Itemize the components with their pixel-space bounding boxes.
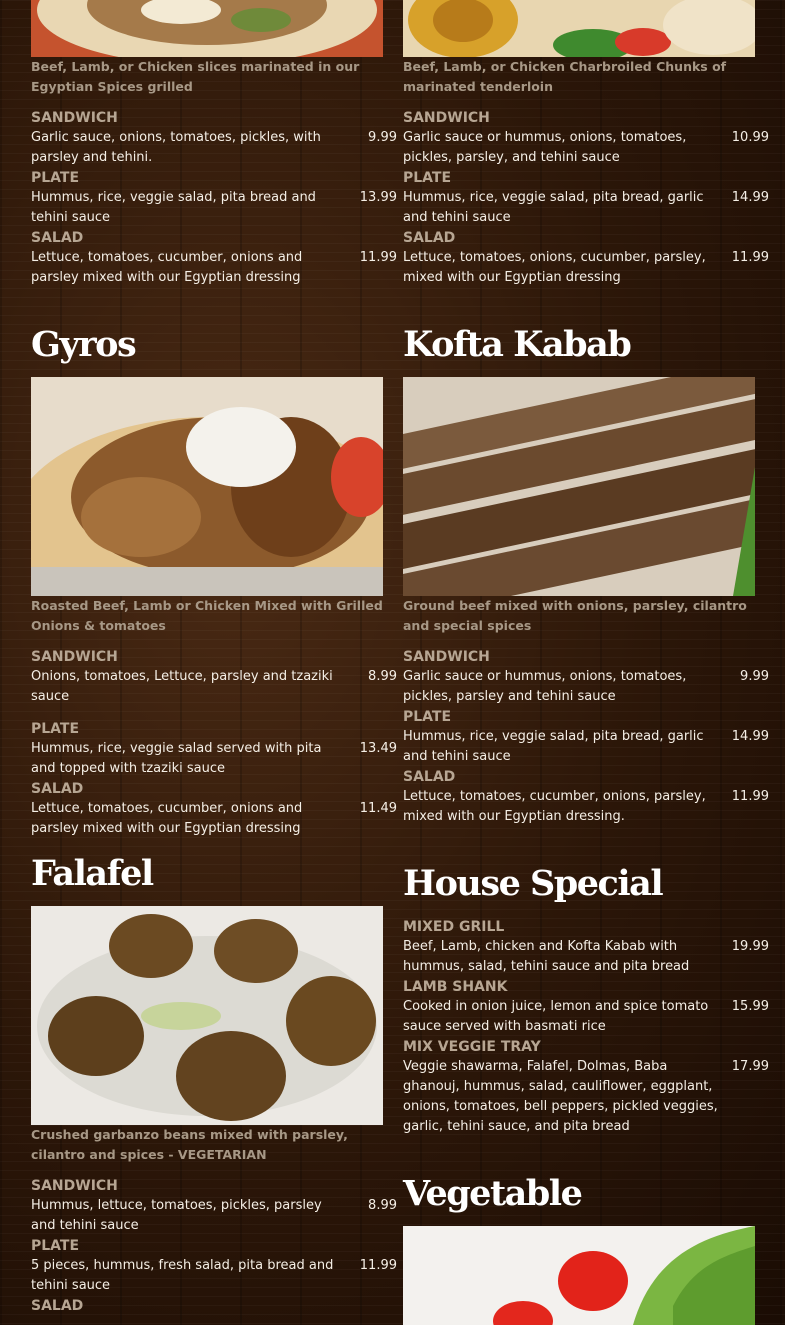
item-name: SALAD — [31, 230, 84, 246]
shawarma-section — [31, 0, 383, 97]
item-name: SALAD — [31, 1298, 84, 1314]
menu-item — [31, 1176, 397, 1236]
item-name: MIX VEGGIE TRAY — [403, 1039, 541, 1055]
kofta-menu-items — [403, 647, 769, 827]
item-description: Beef, Lamb, chicken and Kofta Kabab with hummus, salad, tehini sauce and pita bread — [403, 939, 690, 974]
item-name: SANDWICH — [403, 110, 490, 126]
item-price: 13.99 — [359, 190, 397, 205]
menu-item — [31, 228, 397, 288]
item-description: Lettuce, tomatoes, cucumber, onions and parsley mixed with our Egyptian dressing — [31, 801, 303, 836]
kabab-description: Beef, Lamb, or Chicken Charbroiled Chunks of marinated tenderloin — [403, 59, 727, 94]
menu-item — [31, 779, 397, 839]
item-name: PLATE — [31, 1238, 80, 1254]
menu-item — [31, 1296, 397, 1316]
section-title: House Special — [403, 863, 663, 904]
kofta-photo — [403, 377, 755, 596]
menu-item — [403, 767, 769, 827]
item-price: 9.99 — [368, 130, 397, 145]
kofta-section — [403, 325, 755, 636]
kabab-section — [403, 0, 755, 97]
section-title: Kofta Kabab — [403, 324, 631, 365]
gyros-section — [31, 325, 383, 636]
menu-item — [403, 977, 769, 1037]
gyros-description: Roasted Beef, Lamb or Chicken Mixed with Grilled Onions & tomatoes — [31, 598, 383, 633]
menu-item — [403, 1037, 769, 1137]
item-price: 11.99 — [731, 250, 769, 265]
item-description: Cooked in onion juice, lemon and spice tomato sauce served with basmati rice — [403, 999, 709, 1034]
menu-item — [403, 647, 769, 707]
item-price: 19.99 — [731, 939, 769, 954]
item-description: 5 pieces, hummus, fresh salad, pita bread and tehini sauce — [31, 1258, 334, 1293]
item-description: Lettuce, tomatoes, onions, cucumber, parsley, mixed with our Egyptian dressing — [403, 250, 706, 285]
item-name: PLATE — [31, 721, 80, 737]
falafel-photo — [31, 906, 383, 1125]
item-name: MIXED GRILL — [403, 919, 505, 935]
menu-item — [31, 719, 397, 779]
vegetable-photo — [403, 1226, 755, 1325]
item-description: Veggie shawarma, Falafel, Dolmas, Baba ghanouj, hummus, salad, cauliflower, eggplant, onions, tomatoes, bell peppers, pickled veggies, garlic, tehini sauce, and pita bread — [403, 1059, 718, 1134]
item-price: 9.99 — [740, 669, 769, 684]
kabab-photo — [403, 0, 755, 57]
item-description: Lettuce, tomatoes, cucumber, onions and parsley mixed with our Egyptian dressing — [31, 250, 303, 285]
menu-item — [403, 108, 769, 168]
item-name: LAMB SHANK — [403, 979, 508, 995]
item-description: Garlic sauce or hummus, onions, tomatoes, pickles, parsley and tehini sauce — [403, 669, 687, 704]
item-name: SANDWICH — [31, 1178, 118, 1194]
falafel-description: Crushed garbanzo beans mixed with parsley, cilantro and spices - VEGETARIAN — [31, 1127, 348, 1162]
item-description: Hummus, rice, veggie salad served with pita and topped with tzaziki sauce — [31, 741, 322, 776]
menu-item — [31, 168, 397, 228]
item-name: PLATE — [403, 709, 452, 725]
item-price: 8.99 — [368, 669, 397, 684]
menu-item — [403, 168, 769, 228]
item-price: 11.99 — [731, 789, 769, 804]
kabab-menu-items — [403, 108, 769, 288]
section-title: Vegetable — [403, 1173, 582, 1214]
menu-item — [31, 647, 397, 707]
item-name: SANDWICH — [31, 110, 118, 126]
shawarma-photo — [31, 0, 383, 57]
menu-item — [31, 108, 397, 168]
item-description: Lettuce, tomatoes, cucumber, onions, parsley, mixed with our Egyptian dressing. — [403, 789, 706, 824]
section-title: Falafel — [31, 853, 153, 894]
item-price: 14.99 — [731, 729, 769, 744]
item-name: PLATE — [31, 170, 80, 186]
gyros-menu-items — [31, 647, 397, 839]
falafel-menu-items — [31, 1176, 397, 1316]
menu-item — [403, 707, 769, 767]
item-price: 13.49 — [359, 741, 397, 756]
item-description: Onions, tomatoes, Lettuce, parsley and tzaziki sauce — [31, 669, 333, 704]
item-price: 10.99 — [731, 130, 769, 145]
shawarma-description: Beef, Lamb, or Chicken slices marinated in our Egyptian Spices grilled — [31, 59, 360, 94]
house-special-menu-items — [403, 917, 769, 1137]
section-title: Gyros — [31, 324, 136, 365]
menu-item — [403, 917, 769, 977]
house-special-section — [403, 864, 755, 904]
item-price: 11.99 — [359, 250, 397, 265]
menu-item — [31, 1236, 397, 1296]
item-description: Hummus, rice, veggie salad, pita bread and tehini sauce — [31, 190, 316, 225]
item-name: SALAD — [31, 781, 84, 797]
item-description: Garlic sauce, onions, tomatoes, pickles, with parsley and tehini. — [31, 130, 321, 165]
falafel-section — [31, 854, 383, 1165]
item-name: PLATE — [403, 170, 452, 186]
item-description: Garlic sauce or hummus, onions, tomatoes, pickles, parsley, and tehini sauce — [403, 130, 687, 165]
menu-item — [403, 228, 769, 288]
item-name: SALAD — [403, 769, 456, 785]
item-description: Hummus, rice, veggie salad, pita bread, garlic and tehini sauce — [403, 729, 704, 764]
item-price: 11.99 — [359, 1258, 397, 1273]
item-name: SANDWICH — [31, 649, 118, 665]
item-description: Hummus, rice, veggie salad, pita bread, garlic and tehini sauce — [403, 190, 704, 225]
item-name: SALAD — [403, 230, 456, 246]
item-price: 8.99 — [368, 1198, 397, 1213]
kofta-description: Ground beef mixed with onions, parsley, cilantro and special spices — [403, 598, 747, 633]
item-price: 15.99 — [731, 999, 769, 1014]
item-price: 17.99 — [731, 1059, 769, 1074]
item-name: SANDWICH — [403, 649, 490, 665]
item-price: 14.99 — [731, 190, 769, 205]
item-description: Hummus, lettuce, tomatoes, pickles, parsley and tehini sauce — [31, 1198, 322, 1233]
vegetable-section — [403, 1174, 755, 1325]
shawarma-menu-items — [31, 108, 397, 288]
gyros-photo — [31, 377, 383, 596]
item-price: 11.49 — [359, 801, 397, 816]
